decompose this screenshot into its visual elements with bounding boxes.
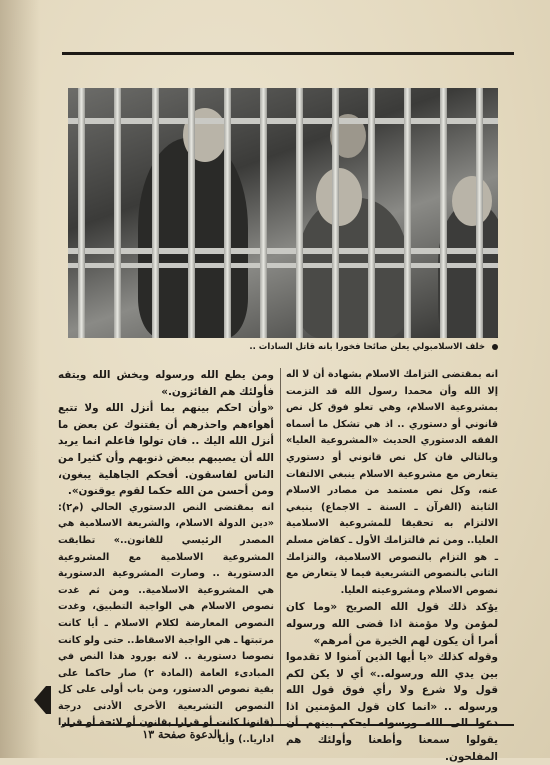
- prison-photo: [68, 88, 498, 338]
- photo-face: [316, 168, 362, 226]
- paragraph: «وأن احكم بينهم بما أنزل الله ولا تتبع أهواءهم واحذرهم أن يفتنوك عن بعض ما أنزل الله اليك .. فان تولوا فاعلم انما يريد الله أن يصيبهم ببعض ذنوبهم وأن كثيرا من الناس لفاسقون. أفحكم الجاهلية يبغون، ومن أحسن من الله حكما لقوم يوقنون».: [58, 402, 274, 498]
- bullet-icon: [492, 344, 498, 350]
- cage-bar: [224, 88, 231, 338]
- column-divider: [280, 368, 281, 724]
- cage-bar: [332, 88, 339, 338]
- bottom-rule: [62, 724, 514, 726]
- continue-arrow-icon: [34, 686, 46, 714]
- cage-bar: [260, 88, 267, 338]
- cage-bar: [68, 248, 498, 254]
- page-footer: [60, 728, 220, 746]
- photo-caption: [68, 342, 498, 356]
- cage-bar: [68, 263, 498, 268]
- cage-bar: [476, 88, 483, 338]
- cage-bar: [188, 88, 195, 338]
- cage-bar: [368, 88, 375, 338]
- paragraph: ومن يطع الله ورسوله ويخش الله ويتقه فأولئك هم الفائزون.»: [58, 369, 274, 398]
- caption-text: الاسلامبولي يعلن صائحا فخورا بانه قاتل السادات ..: [249, 342, 463, 352]
- cage-bar: [440, 88, 447, 338]
- photo-face: [452, 176, 492, 226]
- article-column-left: [58, 367, 274, 749]
- cage-bar: [152, 88, 159, 338]
- caption-label: خلف: [465, 342, 486, 352]
- cage-bar: [68, 118, 498, 124]
- cage-bar: [296, 88, 303, 338]
- paragraph: انه بمقتضى النص الدستوري الحالي (م٢): «دين الدولة الاسلام، والشريعة الاسلامية هي المصدر الرئيسي للقانون..» تطابقت المشروعية الاسلامية مع المشروعية الدستورية .. وصارت المشروعية الدستورية هي المشروعية الاسلامية.. ومن ثم غدت نصوص الاسلام هي الواجبة التطبيق، وغدت النصوص المعارضة لكلام الاسلام ـ أيا كانت مرتبتها ـ هي الواجبة الاسقاط.. حتى ولو كانت نصوصا دستورية .. لانه بورود هذا النص في المبادىء العامة (المادة ٢) صار حاكما على بقية نصوص الدستور، ومن باب أولى على كل النصوص التشريعية الأخرى الأدنى درجة (قانونا كانت أو قرارا بقانون أو لائحة أو قرارا اداريا..) وأيا: [58, 501, 275, 746]
- paragraph: وقوله كذلك «يا أيها الذين آمنوا لا تقدموا بين يدي الله ورسوله..» أي لا يكن لكم قول ولا شرع ولا رأي فوق قول الله ورسوله .. «انما كان قول المؤمنين اذا دعوا الى الله ورسوله ليحكم بينهم أن يقولوا سمعنا وأطعنا وأولئك هم المفلحون.: [286, 651, 498, 763]
- page-spine-shadow: [0, 0, 40, 758]
- top-rule: [62, 52, 514, 55]
- continue-arrow-bar: [46, 686, 51, 714]
- magazine-name: الدعوة: [189, 728, 220, 741]
- paragraph: انه بمقتضى التزامك الاسلام بشهادة أن لا اله إلا الله وأن محمدا رسول الله قد التزمت بمشروعية الاسلام، وهي تعلو فوق كل نص قانوني أو دستوري .. اذ هي تشكل ما أسماه الفقه الدستوري الحديث «المشروعية العليا» وبالتالي فان كل نص قانوني أو دستوري يتعارض مع مشروعية الاسلام ينبغي الالتفات عنه، وكل نص مستمد من مصادر الاسلام الثابتة (القرآن ـ السنة ـ الاجماع) ينبغي الالتزام به تحقيقا للمشروعية الاسلامية العليا.. ومن ثم فالتزامك الأول ـ كقاض مسلم ـ هو التزام بالنصوص الاسلامية، والتزامك الثاني بالنصوص التشريعية فيما لا يتعارض مع نصوص الاسلام ومشروعيته العليا.: [286, 369, 498, 596]
- cage-bar: [404, 88, 411, 338]
- article-column-right: [286, 367, 498, 765]
- cage-bar: [114, 88, 121, 338]
- cage-bar: [78, 88, 85, 338]
- page-number: صفحة ١٣: [142, 728, 186, 741]
- paragraph: يؤكد ذلك قول الله الصريح «وما كان لمؤمن ولا مؤمنة اذا قضى الله ورسوله أمرا أن يكون لهم الخيرة من أمرهم»: [286, 601, 498, 647]
